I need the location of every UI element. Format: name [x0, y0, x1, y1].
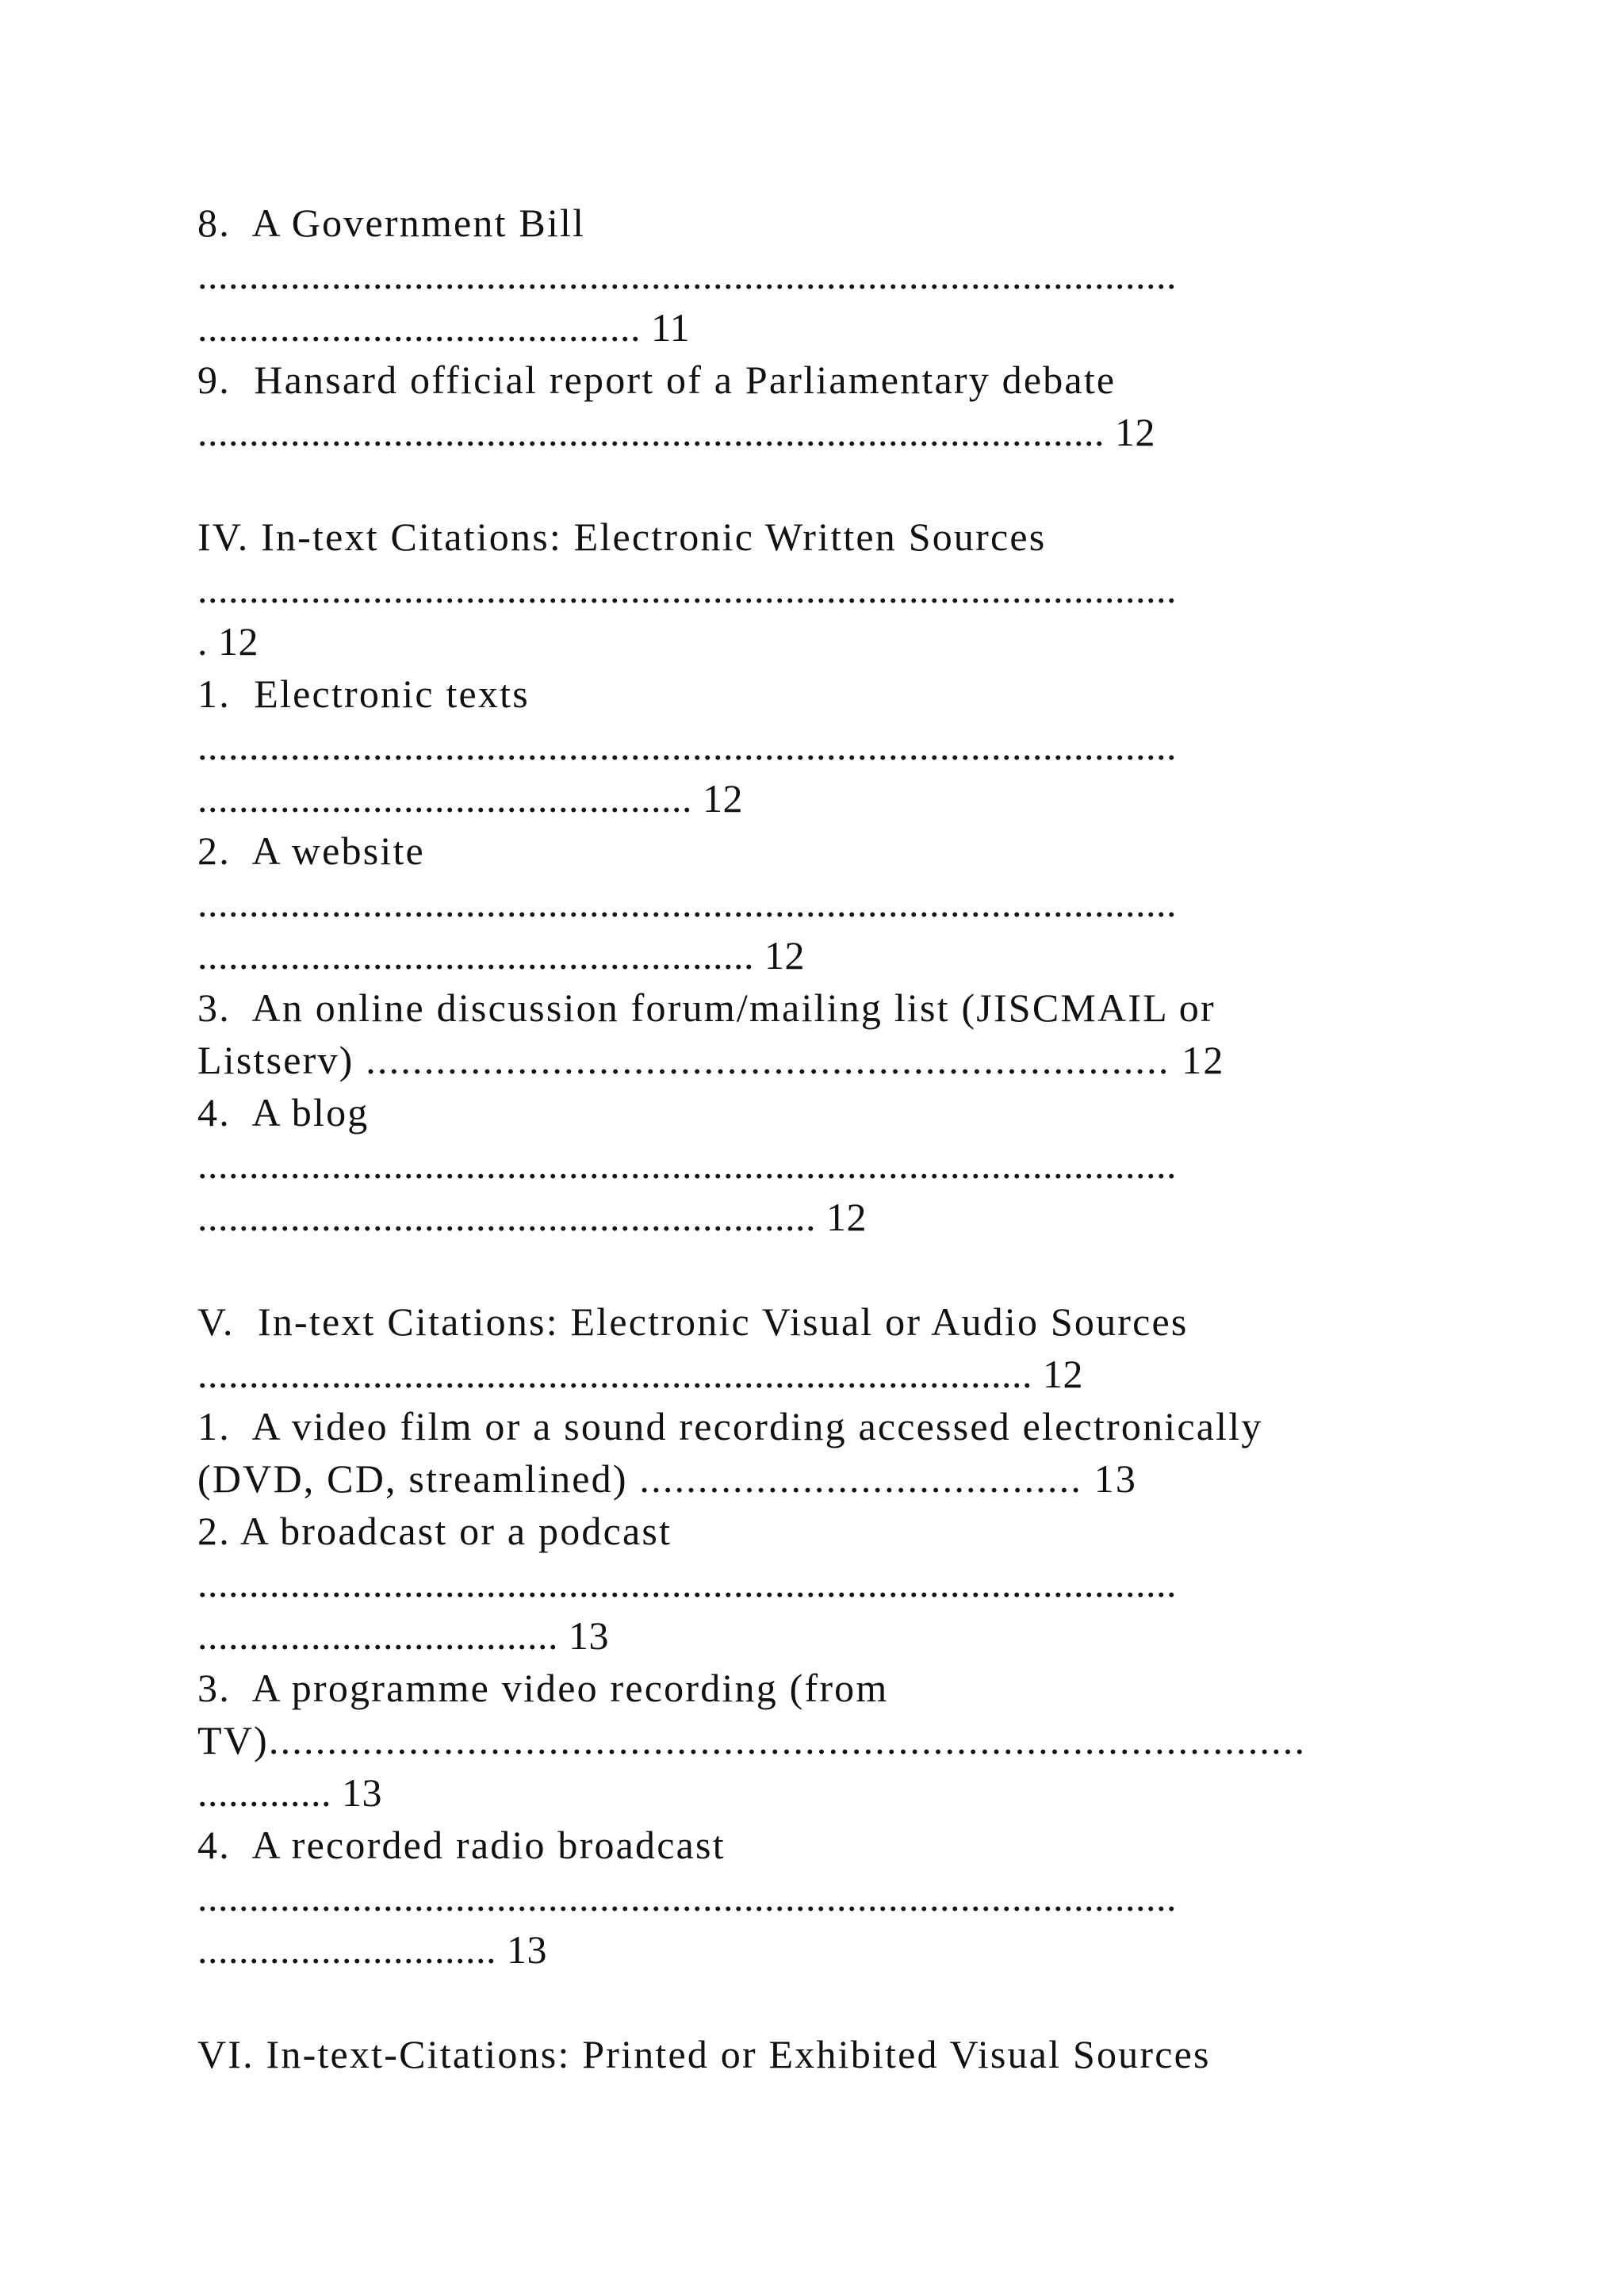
toc-section-heading-printed-visual: VI. In-text-Citations: Printed or Exhibited Visual Sources	[197, 2032, 1211, 2076]
toc-leader-dots: ...............................................................................................	[197, 1561, 1177, 1605]
toc-entry-programme-video-cont: TV).........................................................................................	[197, 1718, 1307, 1762]
toc-entry-radio-broadcast: 4. A recorded radio broadcast	[197, 1823, 726, 1867]
toc-section-heading-electronic-visual-audio: V. In-text Citations: Electronic Visual or Audio Sources	[197, 1299, 1189, 1344]
toc-leader-page-number: ............................. 13	[197, 1927, 547, 1972]
toc-entry-discussion-forum: 3. An online discussion forum/mailing list (JISCMAIL or	[197, 985, 1216, 1030]
toc-leader-dots: ...............................................................................................	[197, 567, 1177, 611]
toc-leader-dots: ...............................................................................................	[197, 253, 1177, 297]
toc-entry-electronic-texts: 1. Electronic texts	[197, 672, 530, 716]
toc-leader-dots: ...............................................................................................	[197, 1875, 1177, 1919]
toc-entry-broadcast-podcast: 2. A broadcast or a podcast	[197, 1509, 672, 1553]
toc-leader-page-number: ................................... 13	[197, 1613, 609, 1658]
toc-leader-page-number: ........................................... 11	[197, 305, 691, 350]
toc-leader-page-number: ........................................................................................ 12	[197, 410, 1155, 454]
toc-leader-page-number: . 12	[197, 619, 259, 664]
toc-leader-dots: ...............................................................................................	[197, 724, 1177, 768]
toc-leader-page-number: ................................................ 12	[197, 776, 743, 821]
toc-leader-page-number: ................................................................................. 12	[197, 1352, 1083, 1396]
toc-entry-government-bill: 8. A Government Bill	[197, 201, 586, 245]
toc-leader-page-number: ............................................................ 12	[197, 1195, 867, 1239]
toc-entry-discussion-forum-cont: Listserv) ..................................................................... 12	[197, 1038, 1225, 1082]
toc-leader-dots: ...............................................................................................	[197, 881, 1177, 925]
toc-section-heading-electronic-written: IV. In-text Citations: Electronic Written Sources	[197, 515, 1047, 559]
toc-entry-video-film: 1. A video film or a sound recording accessed electronically	[197, 1404, 1263, 1448]
toc-leader-page-number: ............. 13	[197, 1770, 382, 1815]
toc-entry-website: 2. A website	[197, 828, 425, 873]
toc-entry-hansard-report: 9. Hansard official report of a Parliamentary debate	[197, 358, 1116, 402]
toc-entry-video-film-cont: (DVD, CD, streamlined) ...................................... 13	[197, 1456, 1138, 1501]
toc-entry-programme-video: 3. A programme video recording (from	[197, 1666, 889, 1710]
toc-leader-dots: ...............................................................................................	[197, 1142, 1177, 1187]
toc-leader-page-number: ...................................................... 12	[197, 933, 805, 978]
toc-entry-blog: 4. A blog	[197, 1090, 370, 1135]
